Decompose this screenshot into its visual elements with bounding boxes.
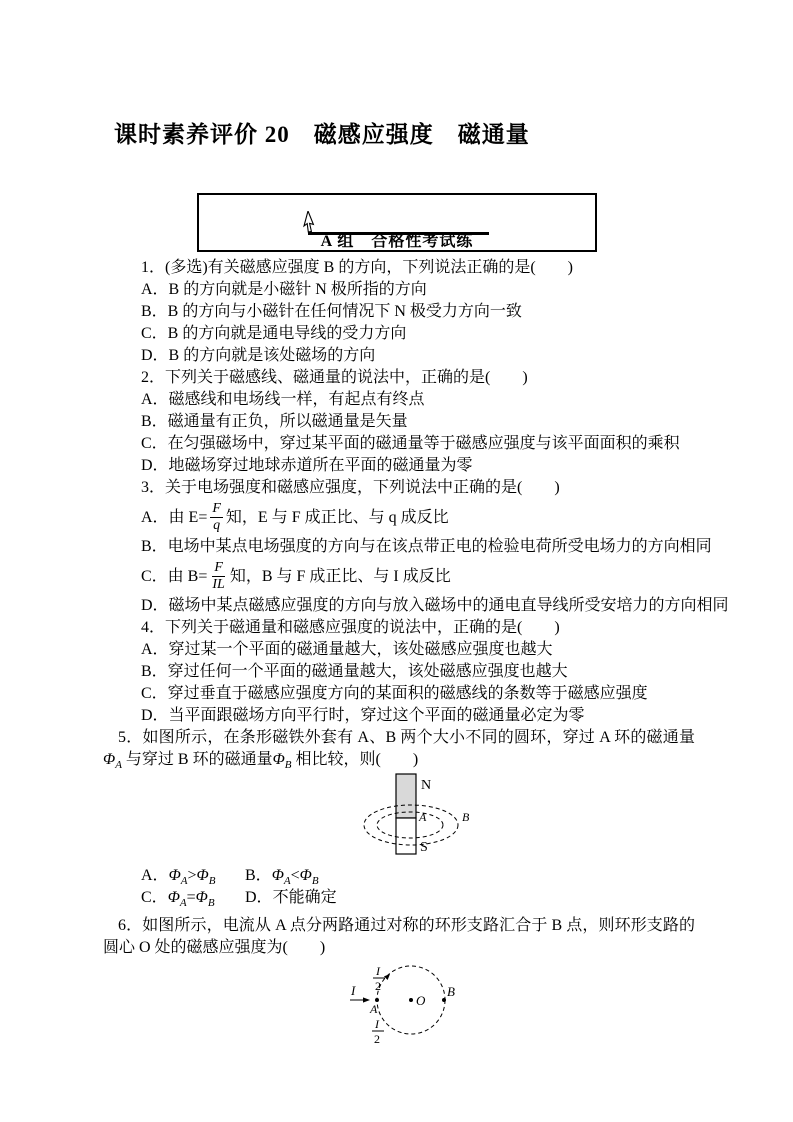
section-header-box: [197, 193, 597, 252]
bottom-half-current-numerator: I: [375, 1017, 379, 1031]
phi-symbol: Φ: [195, 889, 208, 906]
top-half-current-denominator: 2: [375, 979, 381, 993]
cursor-icon: [303, 211, 317, 233]
option-label: D．: [245, 889, 273, 906]
question-4-option-c: C．穿过垂直于磁感应强度方向的某面积的磁感线的条数等于磁感应强度: [141, 685, 648, 702]
option-text: 知，B 与 F 成正比、与 I 成反比: [229, 567, 451, 585]
magnet-south-half: [396, 818, 416, 854]
phi-subscript: B: [311, 875, 319, 888]
bar-magnet: [396, 774, 416, 854]
comparison-operator: >: [187, 867, 197, 884]
phi-subscript: A: [179, 897, 187, 910]
south-pole-label: S: [420, 840, 428, 855]
fraction-numerator: F: [212, 560, 225, 577]
comparison-operator: <: [290, 867, 300, 884]
question-2-option-a: A．磁感线和电场线一样，有起点有终点: [141, 391, 425, 408]
phi-subscript: B: [208, 875, 216, 888]
stem-text: 与穿过 B 环的磁通量: [121, 751, 273, 768]
point-a-label: A: [370, 1002, 378, 1016]
option-label: B．: [245, 867, 272, 884]
question-5-option-b: [245, 865, 349, 887]
phi-symbol: Φ: [196, 867, 209, 884]
option-text: A．由 E=: [141, 508, 208, 526]
ring-a-label: A: [419, 810, 427, 824]
question-5-options-row-2: [103, 887, 695, 909]
question-5-option-a: [141, 865, 245, 887]
comparison-operator: =: [186, 889, 196, 906]
question-5-options-row-1: [103, 865, 695, 887]
question-6-stem: 6．如图所示，电流从 A 点分两路通过对称的环形支路汇合于 B 点，则环形支路的圆心 O 处的磁感应强度为( ): [103, 917, 695, 956]
current-label: I: [351, 983, 356, 998]
question-3-option-c: [103, 558, 695, 595]
question-4-option-b: B．穿过任何一个平面的磁通量越大，该处磁感应强度也越大: [141, 663, 568, 680]
option-text: C．由 B=: [141, 567, 208, 585]
question-1-option-d: D．B 的方向就是该处磁场的方向: [141, 347, 376, 364]
option-text: 不能确定: [272, 889, 337, 906]
ring-b-label: B: [462, 810, 470, 824]
point-b-dot: [442, 998, 446, 1002]
stem-text: 相比较，则( ): [291, 751, 419, 768]
section-group-label: A 组 合格性考试练: [320, 233, 474, 250]
phi-subscript: A: [283, 875, 291, 888]
questions-area: [103, 257, 729, 1045]
center-o-label: O: [416, 993, 426, 1008]
stem-text: 5．如图所示，在条形磁铁外套有 A、B 两个大小不同的圆环，穿过 A 环的磁通量: [118, 729, 695, 746]
phi-symbol: Φ: [272, 751, 285, 768]
phi-symbol: Φ: [167, 889, 180, 906]
center-o-dot: [409, 998, 413, 1002]
question-4-stem: 4．下列关于磁通量和磁感应强度的说法中，正确的是( ): [141, 619, 560, 636]
question-1-stem: 1．(多选)有关磁感应强度 B 的方向，下列说法正确的是( ): [141, 259, 573, 276]
phi-subscript: B: [207, 897, 215, 910]
fraction-denominator: IL: [212, 577, 225, 592]
question-1-option-c: C．B 的方向就是通电导线的受力方向: [141, 325, 407, 342]
phi-symbol: Φ: [168, 867, 181, 884]
north-pole-label: N: [421, 778, 432, 793]
phi-symbol: Φ: [103, 751, 116, 768]
question-6-figure: [103, 961, 695, 1045]
question-3-stem: 3．关于电场强度和磁感应强度，下列说法中正确的是( ): [141, 479, 560, 496]
question-2-option-c: C．在匀强磁场中，穿过某平面的磁通量等于磁感应强度与该平面面积的乘积: [141, 435, 680, 452]
question-2-option-d: D．地磁场穿过地球赤道所在平面的磁通量为零: [141, 457, 473, 474]
question-1-option-b: B．B 的方向与小磁针在任何情况下 N 极受力方向一致: [141, 303, 522, 320]
magnet-north-half: [396, 774, 416, 818]
branch-arrowhead: [384, 974, 390, 980]
question-5-option-d: [245, 887, 349, 909]
question-2-option-b: B．磁通量有正负，所以磁通量是矢量: [141, 413, 408, 430]
phi-symbol: Φ: [299, 867, 312, 884]
question-4-option-d: D．当平面跟磁场方向平行时，穿过这个平面的磁通量必定为零: [141, 707, 585, 724]
phi-subscript: A: [115, 759, 122, 772]
question-1-option-a: A．B 的方向就是小磁针 N 极所指的方向: [141, 281, 427, 298]
fraction-denominator: q: [213, 518, 221, 533]
question-2-stem: 2．下列关于磁感线、磁通量的说法中，正确的是( ): [141, 369, 528, 386]
phi-subscript: B: [284, 759, 292, 772]
option-text: 知，E 与 F 成正比、与 q 成反比: [225, 508, 449, 526]
bottom-half-current-denominator: 2: [374, 1032, 380, 1045]
phi-symbol: Φ: [271, 867, 284, 884]
fraction-numerator: F: [210, 501, 223, 518]
question-5-stem: [103, 727, 695, 771]
fraction: [210, 560, 226, 593]
top-half-current-numerator: I: [376, 964, 380, 978]
current-arrowhead: [363, 997, 370, 1002]
question-3-option-a: [103, 499, 695, 536]
question-5-option-c: [141, 887, 245, 909]
fraction: [210, 501, 223, 534]
point-b-label: B: [447, 984, 455, 999]
question-3-option-d: D．磁场中某点磁感应强度的方向与放入磁场中的通电直导线所受安培力的方向相同: [141, 597, 729, 614]
phi-subscript: A: [180, 875, 188, 888]
question-4-option-a: A．穿过某一个平面的磁通量越大，该处磁感应强度也越大: [141, 641, 553, 658]
option-label: C．: [141, 889, 168, 906]
question-3-option-b: B．电场中某点电场强度的方向与在该点带正电的检验电荷所受电场力的方向相同: [141, 538, 712, 555]
question-5-figure: [103, 771, 695, 865]
option-label: A．: [141, 867, 169, 884]
page-title: 课时素养评价 20 磁感应强度 磁通量: [114, 122, 530, 147]
